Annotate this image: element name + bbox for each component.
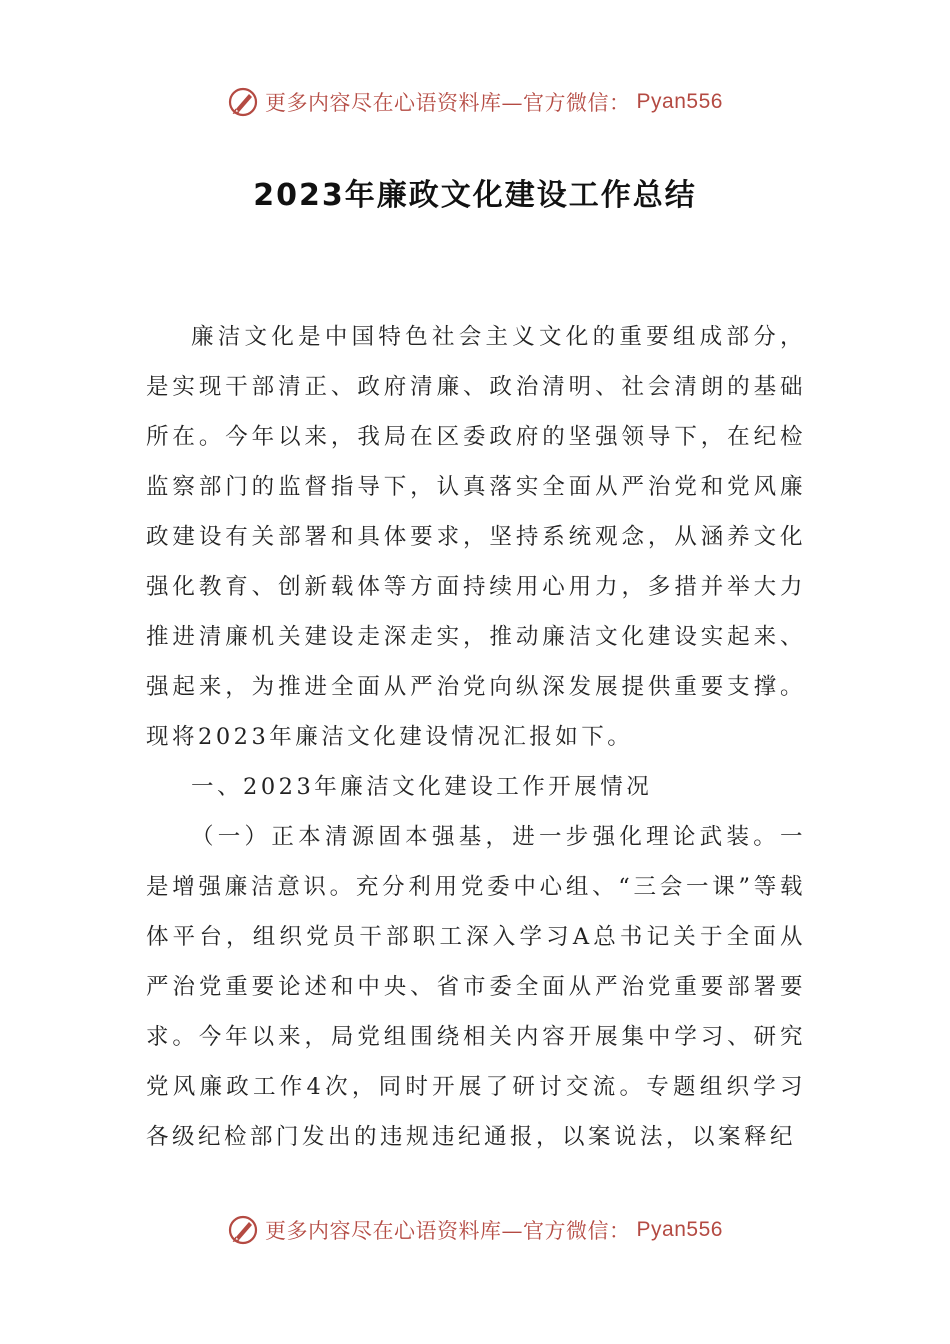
section-heading: 一、2023年廉洁文化建设工作开展情况 [191,774,653,800]
document-title: 2023年廉政文化建设工作总结 [253,178,697,213]
document-body [146,312,806,1162]
watermark-wechat-id: Pyan556 [636,90,723,113]
pen-logo-icon [227,86,259,118]
footer-watermark [0,1210,950,1250]
watermark-wechat-id: Pyan556 [636,1218,723,1241]
paragraph-intro: 廉洁文化是中国特色社会主义文化的重要组成部分，是实现干部清正、政府清廉、政治清明、社会清朗的基础所在。今年以来，我局在区委政府的坚强领导下，在纪检监察部门的监督指导下，认真落实全面从严治党和党风廉政建设有关部署和具体要求，坚持系统观念，从涵养文化强化教育、创新载体等方面持续用心用力，多措并举大力推进清廉机关建设走深走实，推动廉洁文化建设实起来、强起来，为推进全面从严治党向纵深发展提供重要支撑。现将2023年廉洁文化建设情况汇报如下。 [146,324,806,750]
header-watermark [0,82,950,122]
paragraph-subsection-1: （一）正本清源固本强基，进一步强化理论武装。一是增强廉洁意识。充分利用党委中心组、“三会一课”等载体平台，组织党员干部职工深入学习A总书记关于全面从严治党重要论述和中央、省市委全面从严治党重要部署要求。今年以来，局党组围绕相关内容开展集中学习、研究党风廉政工作4次，同时开展了研讨交流。专题组织学习各级纪检部门发出的违规违纪通报，以案说法，以案释纪 [146,824,806,1150]
pen-logo-icon [227,1214,259,1246]
watermark-text: 更多内容尽在心语资料库—官方微信： [265,91,631,115]
watermark-text: 更多内容尽在心语资料库—官方微信： [265,1219,631,1243]
